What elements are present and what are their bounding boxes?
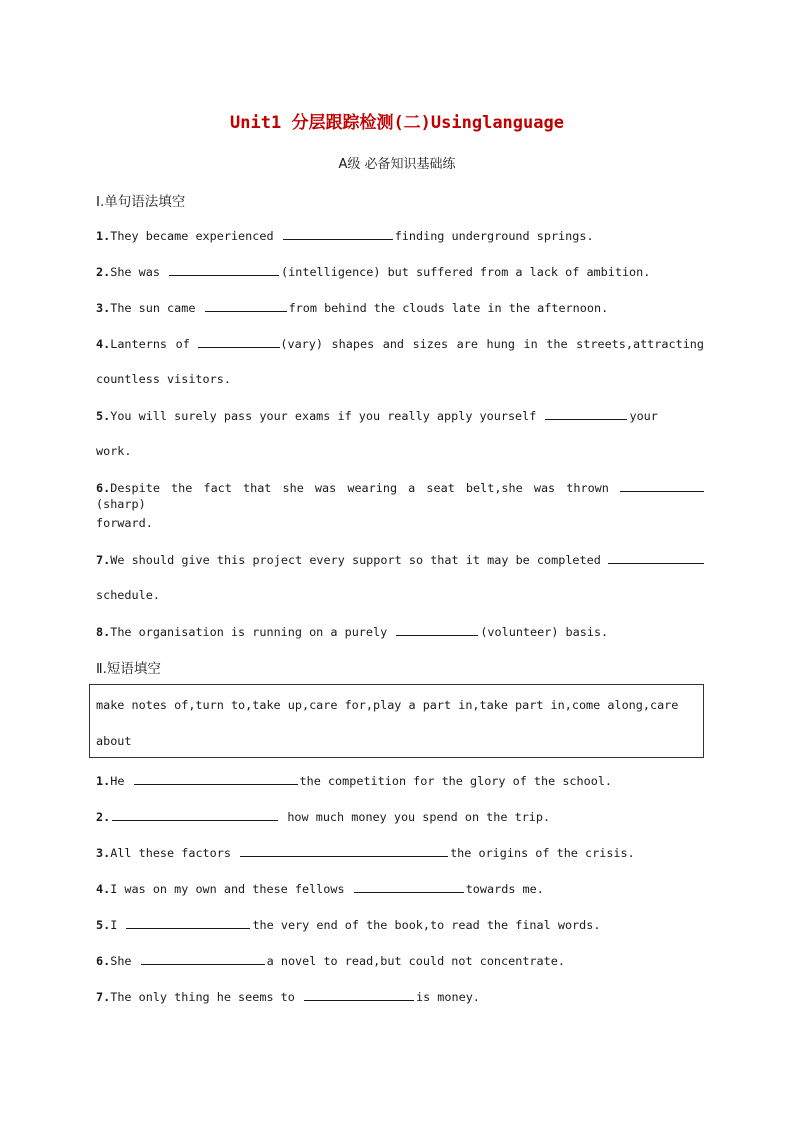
page-subtitle: A级 必备知识基础练 bbox=[338, 157, 456, 172]
question-text: (vary) shapes and sizes are hung in the streets,attracting bbox=[280, 337, 704, 351]
question-text: She bbox=[110, 954, 139, 968]
phrase-word-box bbox=[89, 684, 704, 758]
question-number: 5. bbox=[96, 918, 111, 932]
question-number: 4. bbox=[96, 882, 111, 896]
question-number: 3. bbox=[96, 301, 111, 315]
answer-blank[interactable] bbox=[304, 988, 414, 1001]
answer-blank[interactable] bbox=[608, 551, 704, 564]
question-text: from behind the clouds late in the afternoon. bbox=[288, 301, 609, 315]
question-6-continued: forward. bbox=[96, 516, 153, 530]
question-number: 2. bbox=[96, 265, 111, 279]
answer-blank[interactable] bbox=[134, 772, 298, 785]
question-2 bbox=[96, 263, 650, 280]
answer-blank[interactable] bbox=[141, 952, 265, 965]
question-text: (volunteer) basis. bbox=[480, 625, 609, 639]
question-text: The organisation is running on a purely bbox=[110, 625, 395, 639]
answer-blank[interactable] bbox=[205, 299, 287, 312]
question-text: Lanterns of bbox=[110, 337, 199, 351]
question-8 bbox=[96, 623, 608, 640]
question-3 bbox=[96, 299, 608, 316]
question-text: the origins of the crisis. bbox=[450, 846, 635, 860]
question-number: 3. bbox=[96, 846, 111, 860]
question-6 bbox=[96, 479, 704, 512]
question-text: finding underground springs. bbox=[394, 229, 594, 243]
question-text: is money. bbox=[415, 990, 480, 1004]
question-number: 7. bbox=[96, 990, 111, 1004]
question-text: I was on my own and these fellows bbox=[110, 882, 352, 896]
question-number: 6. bbox=[96, 954, 111, 968]
phrase-question-4 bbox=[96, 880, 544, 897]
question-text: The sun came bbox=[110, 301, 203, 315]
question-text: a novel to read,but could not concentrate. bbox=[266, 954, 565, 968]
answer-blank[interactable] bbox=[283, 227, 393, 240]
question-1 bbox=[96, 227, 594, 244]
answer-blank[interactable] bbox=[545, 407, 627, 420]
question-text: She was bbox=[110, 265, 168, 279]
question-text: the competition for the glory of the school. bbox=[299, 774, 613, 788]
question-4 bbox=[96, 335, 704, 352]
question-number: 1. bbox=[96, 774, 111, 788]
question-7-continued: schedule. bbox=[96, 588, 160, 602]
answer-blank[interactable] bbox=[396, 623, 478, 636]
phrase-question-3 bbox=[96, 844, 635, 861]
answer-blank[interactable] bbox=[169, 263, 279, 276]
phrase-question-6 bbox=[96, 952, 565, 969]
question-number: 2. bbox=[96, 810, 111, 824]
question-4-continued: countless visitors. bbox=[96, 372, 231, 386]
question-text: All these factors bbox=[110, 846, 239, 860]
phrase-question-1 bbox=[96, 772, 612, 789]
answer-blank[interactable] bbox=[354, 880, 464, 893]
question-text: He bbox=[110, 774, 132, 788]
answer-blank[interactable] bbox=[620, 479, 704, 492]
answer-blank[interactable] bbox=[198, 335, 280, 348]
section2-heading: Ⅱ.短语填空 bbox=[96, 661, 161, 677]
question-number: 1. bbox=[96, 229, 111, 243]
question-text: The only thing he seems to bbox=[110, 990, 302, 1004]
question-text: your bbox=[629, 409, 658, 423]
question-text: the very end of the book,to read the final words. bbox=[252, 918, 601, 932]
question-number: 6. bbox=[96, 481, 111, 495]
answer-blank[interactable] bbox=[112, 808, 278, 821]
question-5-continued: work. bbox=[96, 444, 132, 458]
question-number: 8. bbox=[96, 625, 111, 639]
answer-blank[interactable] bbox=[126, 916, 250, 929]
question-5 bbox=[96, 407, 658, 424]
question-text: I bbox=[110, 918, 125, 932]
question-text: You will surely pass your exams if you really apply yourself bbox=[110, 409, 544, 423]
question-7 bbox=[96, 551, 704, 568]
question-text: (sharp) bbox=[96, 497, 146, 511]
answer-blank[interactable] bbox=[240, 844, 448, 857]
question-text: Despite the fact that she was wearing a seat belt,she was thrown bbox=[110, 481, 620, 495]
question-text: how much money you spend on the trip. bbox=[280, 810, 551, 824]
question-text: We should give this project every support so that it may be completed bbox=[110, 553, 608, 567]
page-title: Unit1 分层跟踪检测(二)Usinglanguage bbox=[230, 113, 564, 133]
phrase-list-line-1: make notes of,turn to,take up,care for,play a part in,take part in,come along,care bbox=[96, 698, 679, 712]
phrase-question-5 bbox=[96, 916, 600, 933]
question-text: (intelligence) but suffered from a lack of ambition. bbox=[281, 265, 651, 279]
phrase-list-line-2: about bbox=[96, 734, 132, 748]
question-number: 4. bbox=[96, 337, 111, 351]
section1-heading: Ⅰ.单句语法填空 bbox=[96, 194, 186, 210]
phrase-question-7 bbox=[96, 988, 480, 1005]
question-number: 5. bbox=[96, 409, 111, 423]
question-text: They became experienced bbox=[110, 229, 281, 243]
question-number: 7. bbox=[96, 553, 111, 567]
phrase-question-2 bbox=[96, 808, 550, 825]
question-text: towards me. bbox=[465, 882, 544, 896]
